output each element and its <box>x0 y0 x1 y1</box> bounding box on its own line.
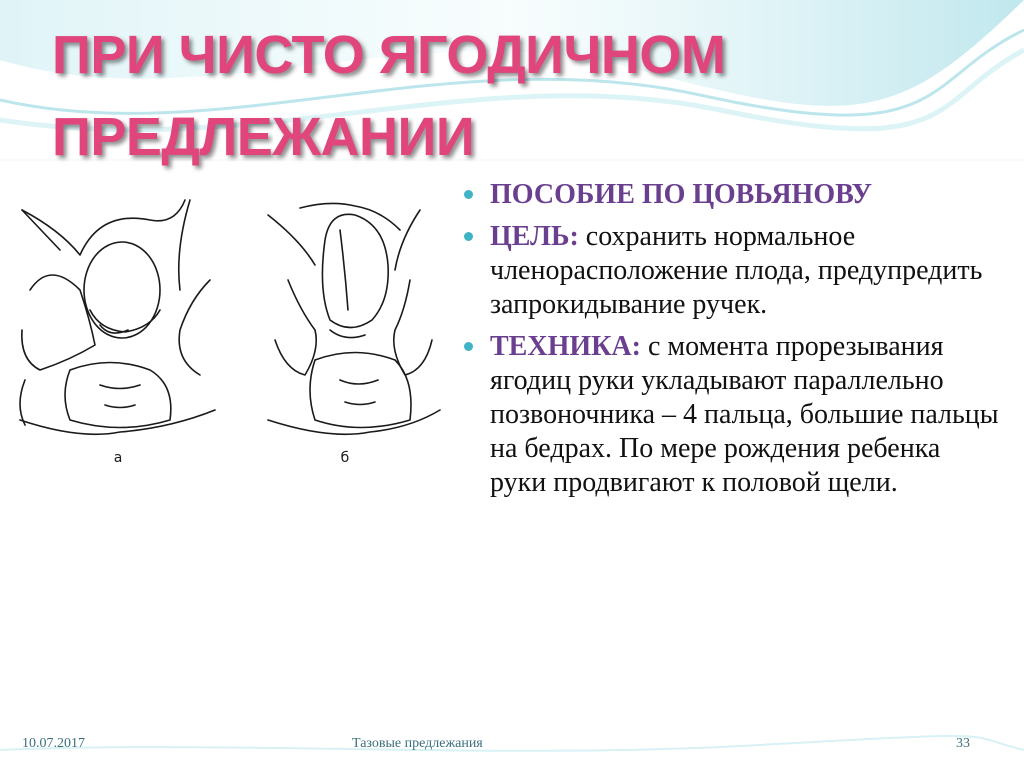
footer-presentation-name: Тазовые предлежания <box>352 736 483 751</box>
title-line-2: ПРЕДЛЕЖАНИИ <box>52 107 475 167</box>
bullet-list <box>462 178 1002 508</box>
figure-label-b: б <box>340 450 350 466</box>
bullet-text: сохранить нормальное членорасположение плода, предупредить запрокидывание ручек. <box>490 221 983 320</box>
illustration-panel-a <box>20 200 215 434</box>
footer-date: 10.07.2017 <box>22 736 85 751</box>
footer-page-number: 33 <box>956 736 970 751</box>
bullet-text: с момента прорезывания ягодиц руки укладывают параллельно позвоночника – 4 пальца, большие пальцы на бедрах. По мере рождения ребенка руки продвигают к половой щели. <box>490 331 999 498</box>
bullet-dot-icon <box>464 190 473 199</box>
bullet-keyword: ЦЕЛЬ: <box>490 221 579 252</box>
bullet-dot-icon <box>464 232 473 241</box>
bullet-item-goal <box>462 220 1002 322</box>
bullet-keyword: ПОСОБИЕ ПО ЦОВЬЯНОВУ <box>490 179 873 210</box>
figure-label-a: а <box>113 450 123 466</box>
bullet-item-method <box>462 178 1002 212</box>
bullet-keyword: ТЕХНИКА: <box>490 331 641 362</box>
illustration-panel-b <box>268 203 440 434</box>
bullet-item-technique <box>462 330 1002 500</box>
slide-title <box>52 14 812 178</box>
title-line-1: ПРИ ЧИСТО ЯГОДИЧНОМ <box>52 25 726 85</box>
obstetric-illustration <box>0 170 450 470</box>
bullet-dot-icon <box>464 342 473 351</box>
